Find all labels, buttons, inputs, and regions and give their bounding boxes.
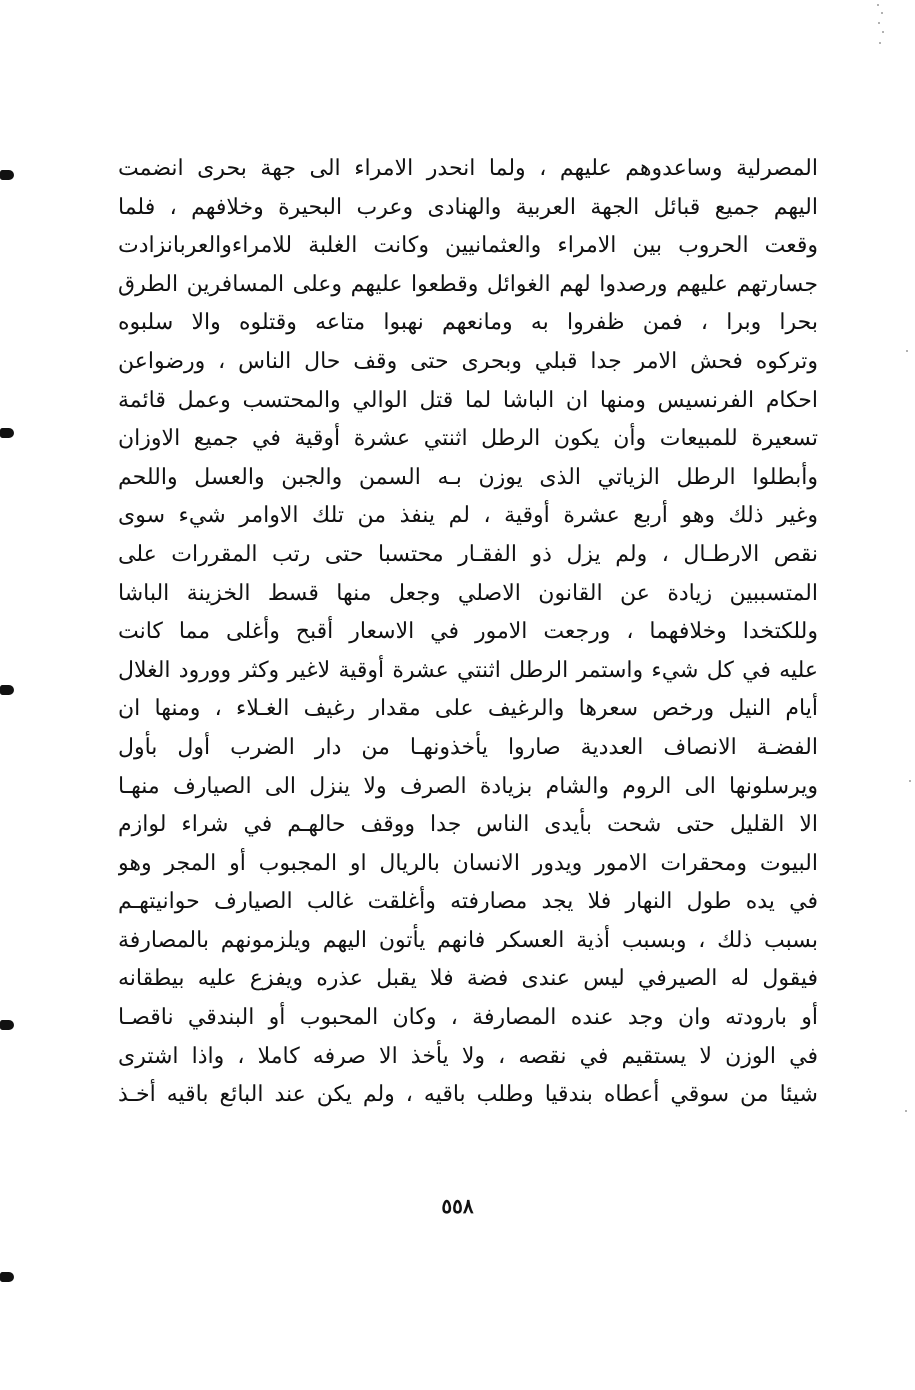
text-line: في الوزن لا يستقيم في نقصه ، ولا يأخذ الا صرفه كاملا ، واذا اشترى — [118, 1043, 818, 1069]
scan-speck — [909, 780, 911, 782]
text-line: في يده طول النهار فلا يجد مصارفته وأغلقت غالب الصيارف حوانيتهـم — [118, 889, 818, 915]
text-line: شيئا من سوقي أعطاه بندقيا وطلب باقيه ، ولم يكن عند البائع باقيه أخـذ — [118, 1082, 818, 1108]
scan-speck — [905, 1110, 907, 1112]
page-number: ٥٥٨ — [441, 1194, 474, 1218]
text-line: نقص الارطـال ، ولم يزل ذو الفقـار محتسبا حتى رتب المقررات على — [118, 541, 818, 567]
text-line: ويرسلونها الى الروم والشام بزيادة الصرف ولا ينزل الى الصيارف منهـا — [118, 773, 818, 799]
text-line: جسارتهم عليهم ورصدوا لهم الغوائل وقطعوا عليهم وعلى المسافرين الطرق — [118, 271, 818, 297]
text-line: اليهم جميع قبائل الجهة العربية والهنادى وعرب البحيرة وخلافهم ، فلما — [118, 194, 818, 220]
text-line: فيقول له الصيرفي ليس عندى فضة فلا يقبل عذره ويفزع عليه بيطقانه — [118, 966, 818, 992]
text-line: المتسببين زيادة عن القانون الاصلي وجعل منها قسط الخزينة الباشا — [118, 580, 818, 606]
scan-specks — [875, 0, 885, 80]
text-line: عليه في كل شيء واستمر الرطل اثنتي عشرة أوقية لاغير وكثر وورود الغلال — [118, 657, 818, 683]
text-line: وأبطلوا الرطل الزياتي الذى يوزن بـه السمن والجبن والعسل واللحم — [118, 464, 818, 490]
text-line: أو بارودته وان وجد عنده المصارفة ، وكان المحبوب أو البندقي ناقصـا — [118, 1005, 818, 1031]
binding-mark — [0, 685, 14, 695]
binding-mark — [0, 1272, 14, 1282]
text-line: المصرلية وساعدوهم عليهم ، ولما انحدر الامراء الى جهة بحرى انضمت — [118, 156, 818, 181]
binding-mark — [0, 170, 14, 180]
text-line: بحرا وبرا ، فمن ظفروا به ومانعهم نهبوا متاعه وقتلوه والا سلبوه — [118, 310, 818, 336]
binding-mark — [0, 1020, 14, 1030]
text-line: الفضـة الانصاف العددية صاروا يأخذونهـا من دار الضرب أول بأول — [118, 734, 818, 760]
text-line: تسعيرة للمبيعات وأن يكون الرطل اثنتي عشرة أوقية في جميع الاوزان — [118, 426, 818, 452]
text-line: وتركوه فحش الامر جدا قبلي وبحرى حتى وقف حال الناس ، ورضواعن — [118, 348, 818, 374]
text-line: بسبب ذلك ، وبسبب أذية العسكر فانهم يأتون اليهم ويلزمونهم بالمصارفة — [118, 927, 818, 953]
text-line: الا القليل حتى شحت بأيدى الناس جدا ووقف حالهـم في شراء لوازم — [118, 812, 818, 838]
body-text — [118, 150, 818, 1115]
text-line: وللكتخدا وخلافهما ، ورجعت الامور في الاسعار أقبح وأغلى مما كانت — [118, 619, 818, 645]
text-line: احكام الفرنسيس ومنها ان الباشا لما قتل الوالي والمحتسب وعمل قائمة — [118, 387, 818, 413]
text-line: وقعت الحروب بين الامراء والعثمانيين وكانت الغلبة للامراءوالعربانزادت — [118, 233, 818, 259]
text-line: أيام النيل ورخص سعرها والرغيف على مقدار رغيف الغـلاء ، ومنها ان — [118, 696, 818, 722]
scan-speck — [906, 350, 908, 352]
text-line: البيوت ومحقرات الامور ويدور الانسان بالريال او المجبوب أو المجر وهو — [118, 850, 818, 876]
binding-mark — [0, 428, 14, 438]
text-line: وغير ذلك وهو أربع عشرة أوقية ، لم ينفذ من تلك الاوامر شيء سوى — [118, 503, 818, 529]
